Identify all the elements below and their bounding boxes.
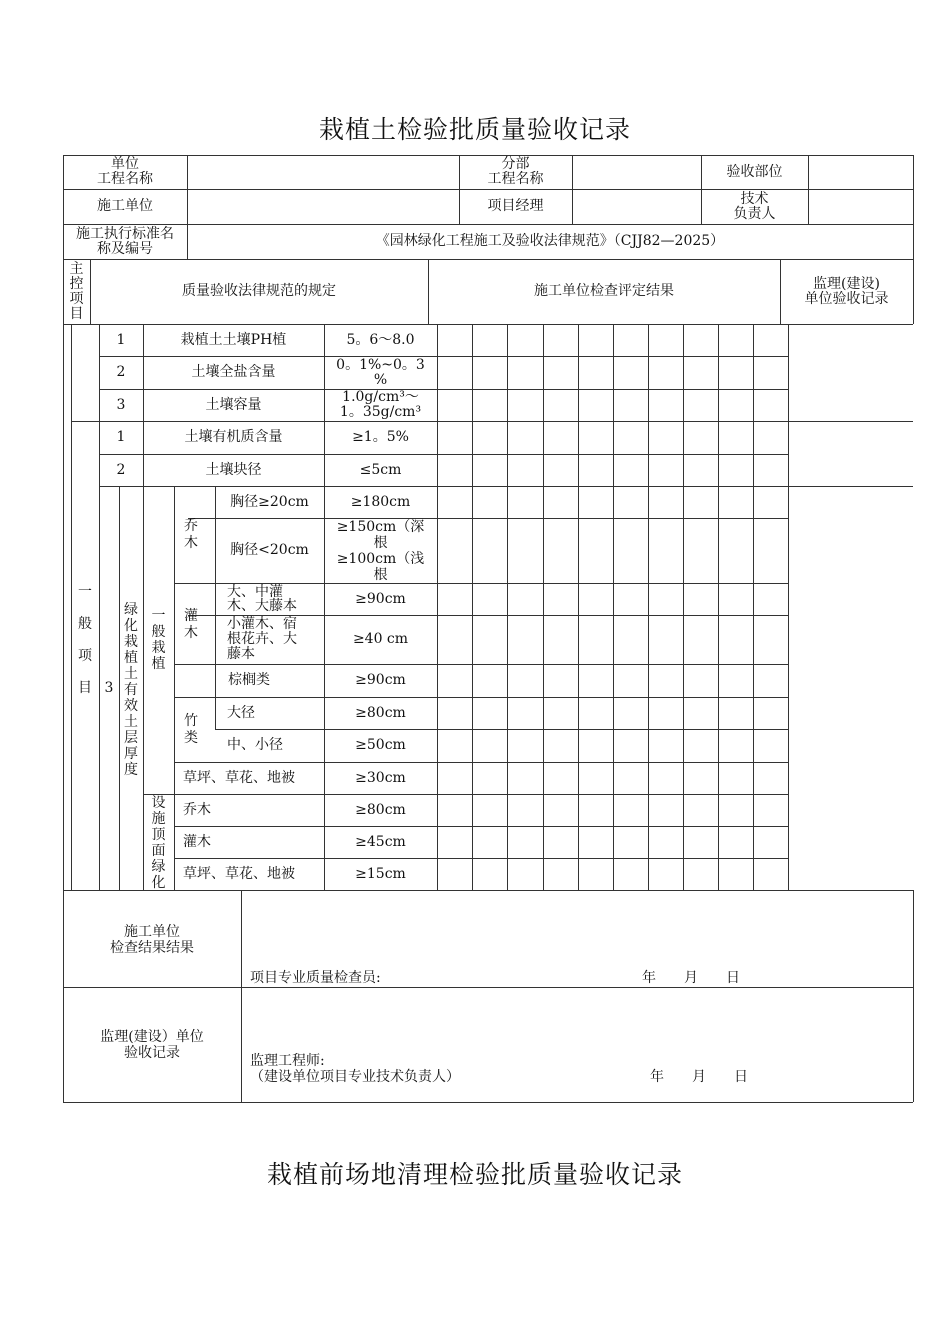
construction-check-label: 施工单位 检查结果结果 xyxy=(110,924,194,956)
supervision-record-header: 监理(建设) 单位验收记录 xyxy=(804,275,889,307)
next-document-title: 栽植前场地清理检验批质量验收记录 xyxy=(266,1160,683,1189)
general-item-name: 土壤块径 xyxy=(205,461,262,478)
document-title: 栽植土检验批质量验收记录 xyxy=(318,115,631,144)
construction-unit-value[interactable] xyxy=(187,189,459,224)
sub-item-requirement: ≥40 cm xyxy=(352,631,409,647)
sub-item-requirement: ≥50cm xyxy=(355,737,406,753)
sub-item-requirement: ≥45cm xyxy=(355,833,406,850)
sub-item-label: 棕榈类 xyxy=(228,672,270,688)
sub-item-requirement: ≥90cm xyxy=(355,672,406,688)
main-item-requirement: 0。1%~0。3 % xyxy=(336,356,425,388)
sub-item-label: 胸径≥20cm xyxy=(230,493,309,510)
unit-project-label: 单位 工程名称 xyxy=(97,156,153,187)
unit-project-value[interactable] xyxy=(187,155,459,189)
general-item-requirement: ≤5cm xyxy=(359,461,402,478)
supervision-date: 年 月 日 xyxy=(650,1069,748,1085)
soil-thickness-label: 绿 化 栽 植 土 有 效 土 层 厚 度 xyxy=(124,602,138,778)
general-item-no: 2 xyxy=(116,461,126,478)
general-item-name: 土壤有机质含量 xyxy=(184,429,283,445)
main-item-requirement: 1.0g/cm³～ 1。35g/cm³ xyxy=(339,389,422,420)
general-item-no: 1 xyxy=(116,429,126,445)
facility-greening-label: 设 施 顶 面 绿 化 xyxy=(151,794,166,891)
sub-item-requirement: ≥80cm xyxy=(355,801,406,818)
main-item-no: 3 xyxy=(116,396,126,413)
project-manager-label: 项目经理 xyxy=(487,198,544,214)
sub-item-label: 乔木 xyxy=(183,801,211,818)
construction-unit-label: 施工单位 xyxy=(97,198,153,214)
sub-project-label: 分部 工程名称 xyxy=(487,156,544,187)
main-control-label: 主 控 项 目 xyxy=(69,260,84,322)
tree-label: 乔 木 xyxy=(184,518,198,551)
tech-lead-value[interactable] xyxy=(808,189,913,224)
inspection-date: 年 月 日 xyxy=(642,970,740,986)
sub-item-requirement: ≥150cm（深 根 ≥100cm（浅 根 xyxy=(336,518,425,583)
sub-item-label: 草坪、草花、地被 xyxy=(183,769,295,786)
bamboo-label: 竹 类 xyxy=(184,713,198,746)
sub-item-label: 草坪、草花、地被 xyxy=(183,865,295,882)
general-item-requirement: ≥1。5% xyxy=(352,429,409,445)
inspector-label: 项目专业质量检查员: xyxy=(250,970,381,986)
sub-item-requirement: ≥180cm xyxy=(350,493,411,510)
main-item-no: 1 xyxy=(116,331,126,348)
standard-label: 施工执行标准名 称及编号 xyxy=(76,225,174,257)
general-items-label: 一 般 项 目 xyxy=(78,584,92,696)
sub-item-label: 灌木 xyxy=(183,833,211,850)
sub-item-label: 大径 xyxy=(227,704,255,721)
construction-result-header: 施工单位检查评定结果 xyxy=(534,283,674,299)
project-manager-value[interactable] xyxy=(572,189,701,224)
standard-value: 《园林绿化工程施工及验收法律规范》（CJJ82—2025） xyxy=(375,233,725,249)
supervision-label: 监理(建设）单位 验收记录 xyxy=(100,1029,204,1061)
tech-lead-label: 技术 负责人 xyxy=(733,190,776,222)
sub-item-label: 中、小径 xyxy=(227,737,283,753)
sub-project-value[interactable] xyxy=(572,155,701,189)
regulation-header: 质量验收法律规范的规定 xyxy=(182,283,336,299)
sub-item-label: 小灌木、宿 根花卉、大 藤本 xyxy=(227,616,297,662)
general-item-no: 3 xyxy=(104,679,114,696)
sub-item-label: 胸径<20cm xyxy=(230,542,309,558)
general-planting-label: 一 般 栽 植 xyxy=(151,608,166,672)
main-item-no: 2 xyxy=(116,364,126,380)
sub-item-requirement: ≥80cm xyxy=(355,704,406,721)
main-item-name: 土壤全盐含量 xyxy=(191,364,276,380)
main-item-name: 栽植土土壤PH植 xyxy=(180,331,287,348)
engineer-label: 监理工程师: （建设单位项目专业技术负责人） xyxy=(250,1053,460,1085)
main-item-requirement: 5。6～8.0 xyxy=(346,331,415,348)
sub-item-requirement: ≥30cm xyxy=(355,769,406,786)
main-item-name: 土壤容量 xyxy=(205,396,262,413)
shrub-label: 灌 木 xyxy=(184,608,198,641)
sub-item-requirement: ≥90cm xyxy=(355,590,406,607)
inspection-part-label: 验收部位 xyxy=(726,163,783,180)
sub-item-label: 大、中灌 木、大藤本 xyxy=(227,584,297,614)
inspection-part-value[interactable] xyxy=(808,155,913,189)
sub-item-requirement: ≥15cm xyxy=(355,865,406,882)
